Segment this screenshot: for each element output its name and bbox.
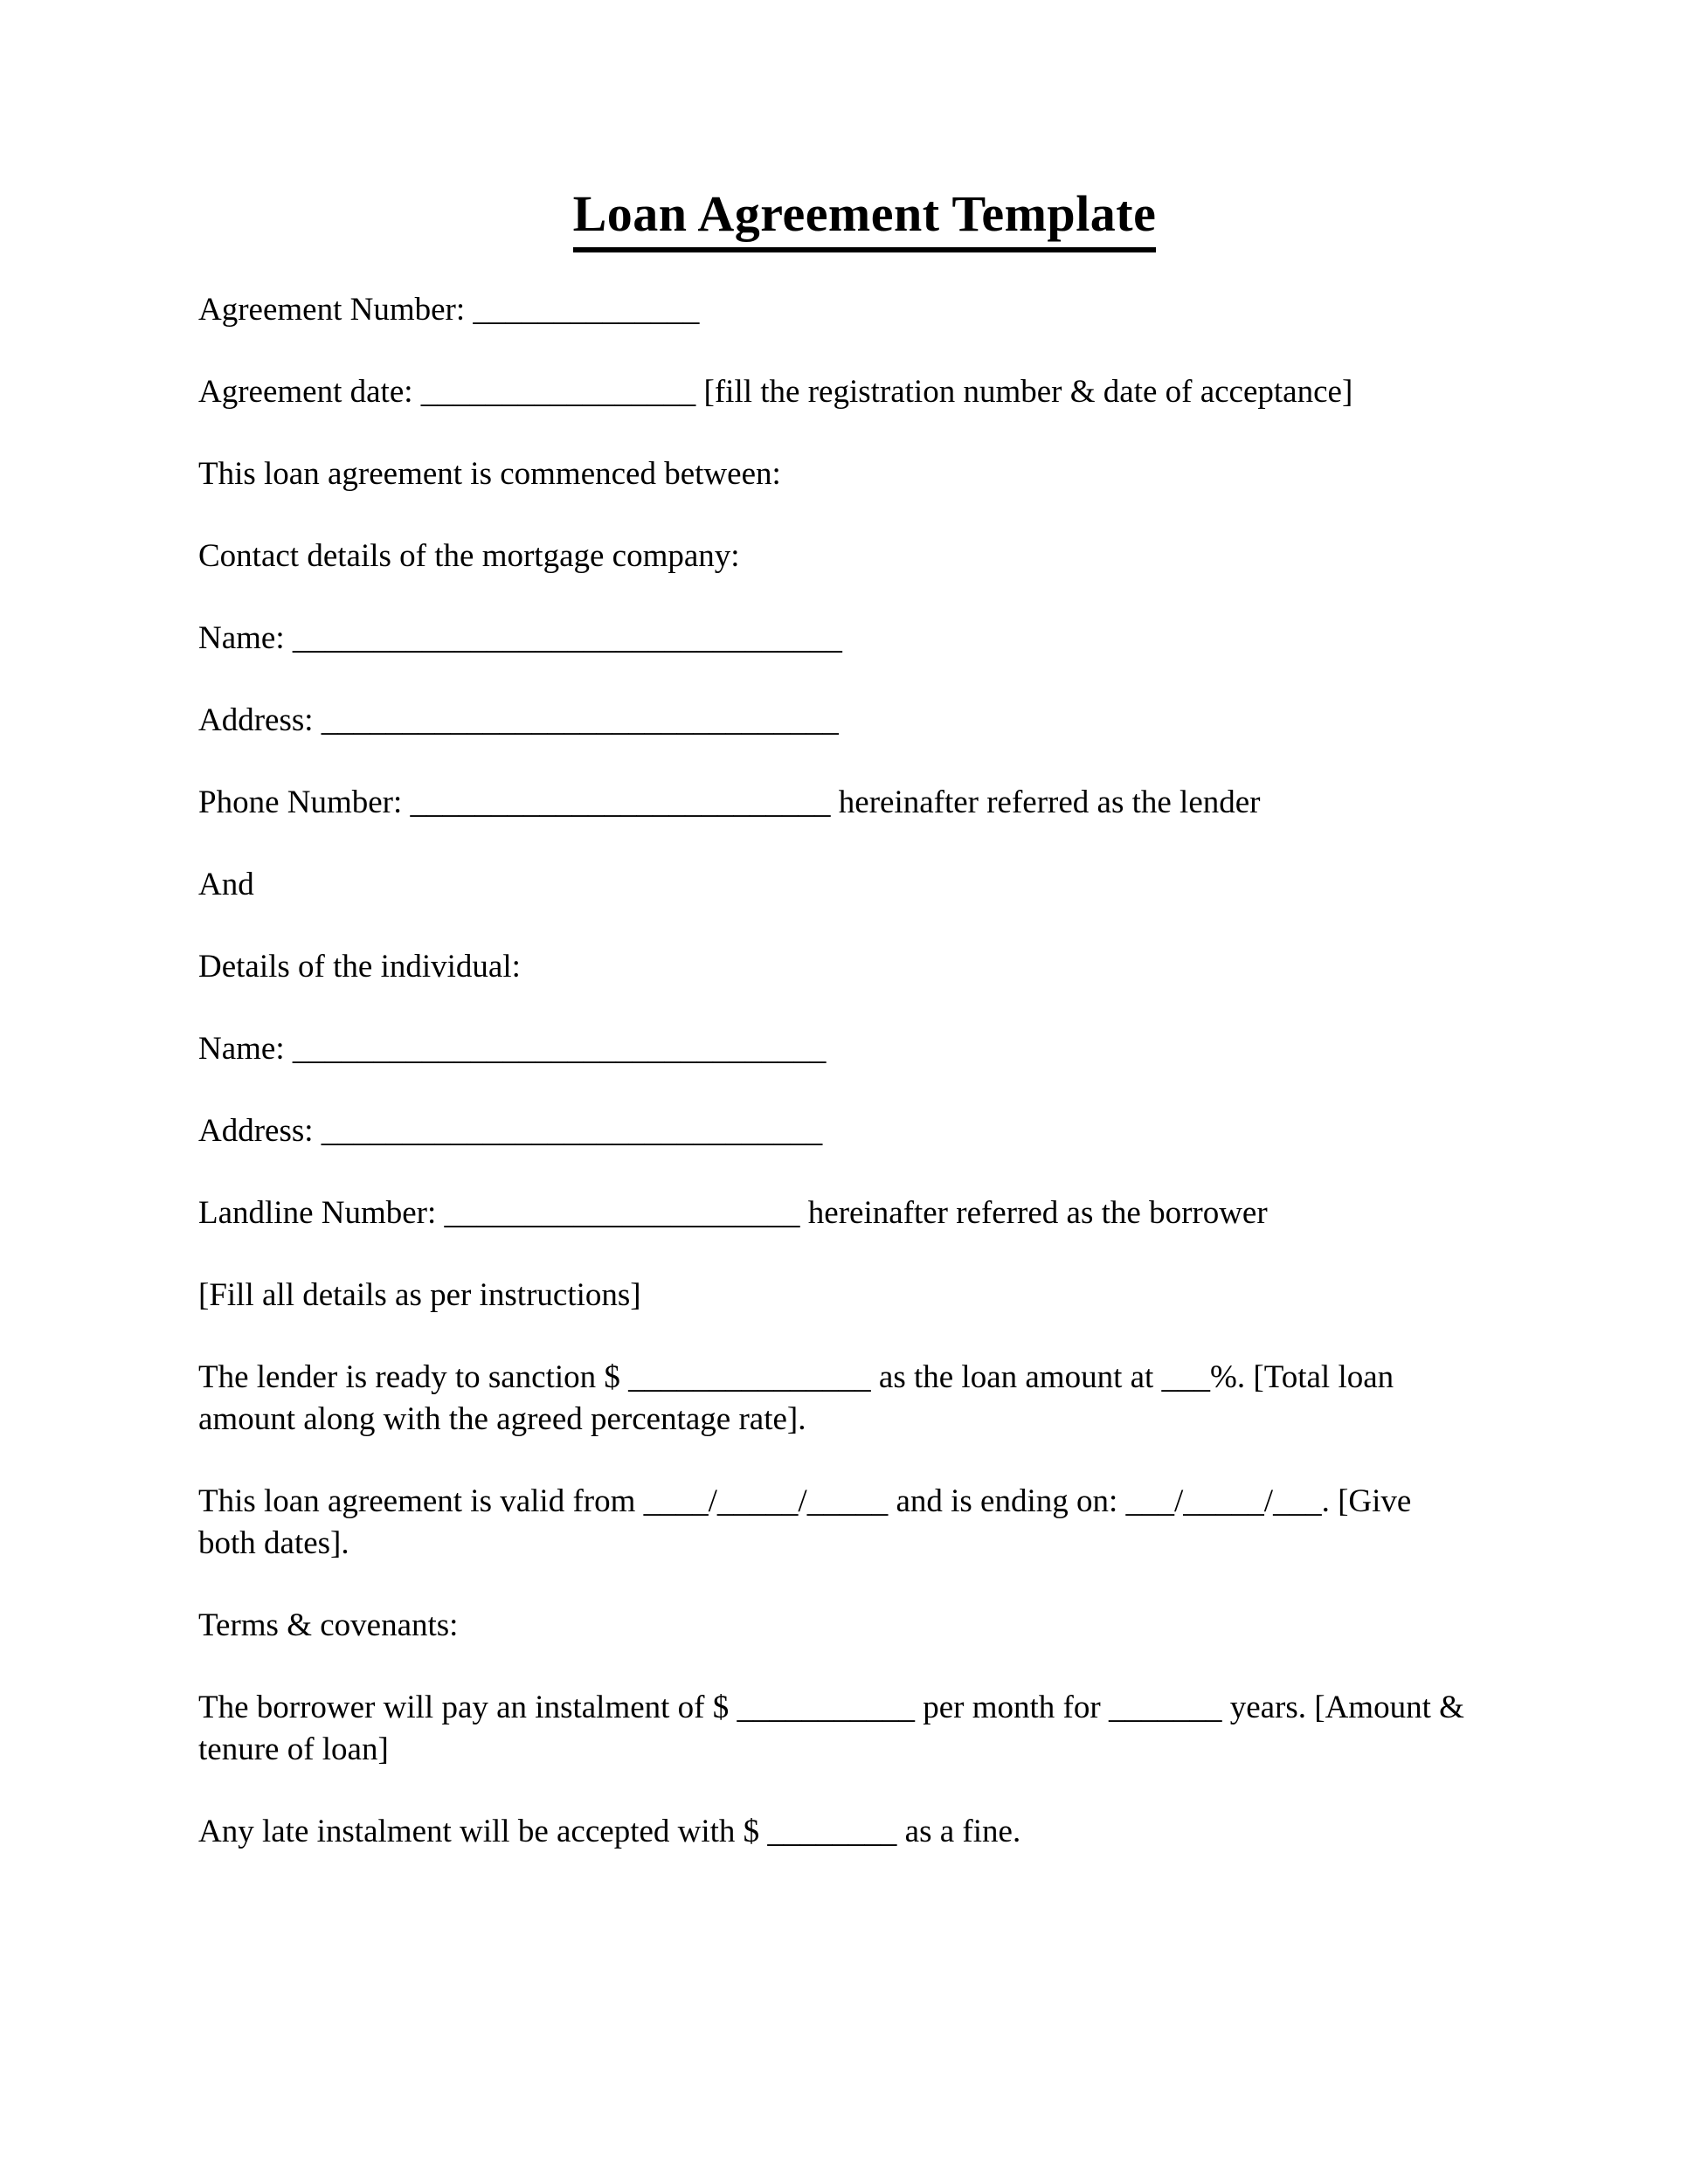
conjunction-and-line — [198, 864, 1531, 906]
loan-amount-text-line1: The lender is ready to sanction $ _______________ as the loan amount at ___%. [Total loan — [198, 1359, 1394, 1395]
loan-amount-paragraph — [198, 1357, 1531, 1441]
individual-address-text: Address: _______________________________ — [198, 1113, 823, 1149]
validity-dates-text-line1: This loan agreement is valid from ____/_____/_____ and is ending on: ___/_____/___. [Give — [198, 1483, 1412, 1519]
commencement-line — [198, 453, 1531, 495]
individual-name-text: Name: _________________________________ — [198, 1031, 827, 1067]
company-contact-heading-text: Contact details of the mortgage company: — [198, 538, 740, 574]
individual-address-line — [198, 1110, 1531, 1152]
page-title-text: Loan Agreement Template — [573, 185, 1157, 252]
terms-heading-line — [198, 1605, 1531, 1647]
late-fine-text: Any late instalment will be accepted with $ ________ as a fine. — [198, 1814, 1021, 1849]
agreement-date-text: Agreement date: _________________ [fill the registration number & date of acceptance] — [198, 374, 1353, 410]
company-address-line — [198, 700, 1531, 742]
fill-instructions-text: [Fill all details as per instructions] — [198, 1277, 641, 1313]
conjunction-and-text: And — [198, 867, 254, 902]
agreement-date-line — [198, 371, 1531, 413]
individual-heading-line — [198, 946, 1531, 988]
terms-heading-text: Terms & covenants: — [198, 1607, 459, 1643]
agreement-number-line — [198, 289, 1531, 331]
individual-landline-line — [198, 1192, 1531, 1234]
company-name-line — [198, 618, 1531, 660]
individual-name-line — [198, 1028, 1531, 1070]
company-phone-text: Phone Number: __________________________ hereinafter referred as the lender — [198, 784, 1261, 820]
individual-landline-text: Landline Number: ______________________ hereinafter referred as the borrower — [198, 1195, 1268, 1231]
validity-dates-text-line2: both dates]. — [198, 1525, 349, 1561]
individual-heading-text: Details of the individual: — [198, 949, 521, 985]
page-title — [198, 185, 1531, 252]
validity-dates-paragraph — [198, 1481, 1531, 1565]
instalment-terms-text-line1: The borrower will pay an instalment of $ ___________ per month for _______ years. [Amount & — [198, 1690, 1464, 1725]
company-contact-heading — [198, 536, 1531, 577]
commencement-text: This loan agreement is commenced between: — [198, 456, 781, 492]
loan-amount-text-line2: amount along with the agreed percentage rate]. — [198, 1401, 806, 1437]
company-address-text: Address: ________________________________ — [198, 702, 839, 738]
agreement-number-text: Agreement Number: ______________ — [198, 292, 700, 328]
late-fine-line — [198, 1811, 1531, 1853]
company-name-text: Name: __________________________________ — [198, 620, 842, 656]
fill-instructions-line — [198, 1275, 1531, 1317]
instalment-terms-text-line2: tenure of loan] — [198, 1731, 389, 1767]
instalment-terms-paragraph — [198, 1687, 1531, 1771]
company-phone-line — [198, 782, 1531, 824]
